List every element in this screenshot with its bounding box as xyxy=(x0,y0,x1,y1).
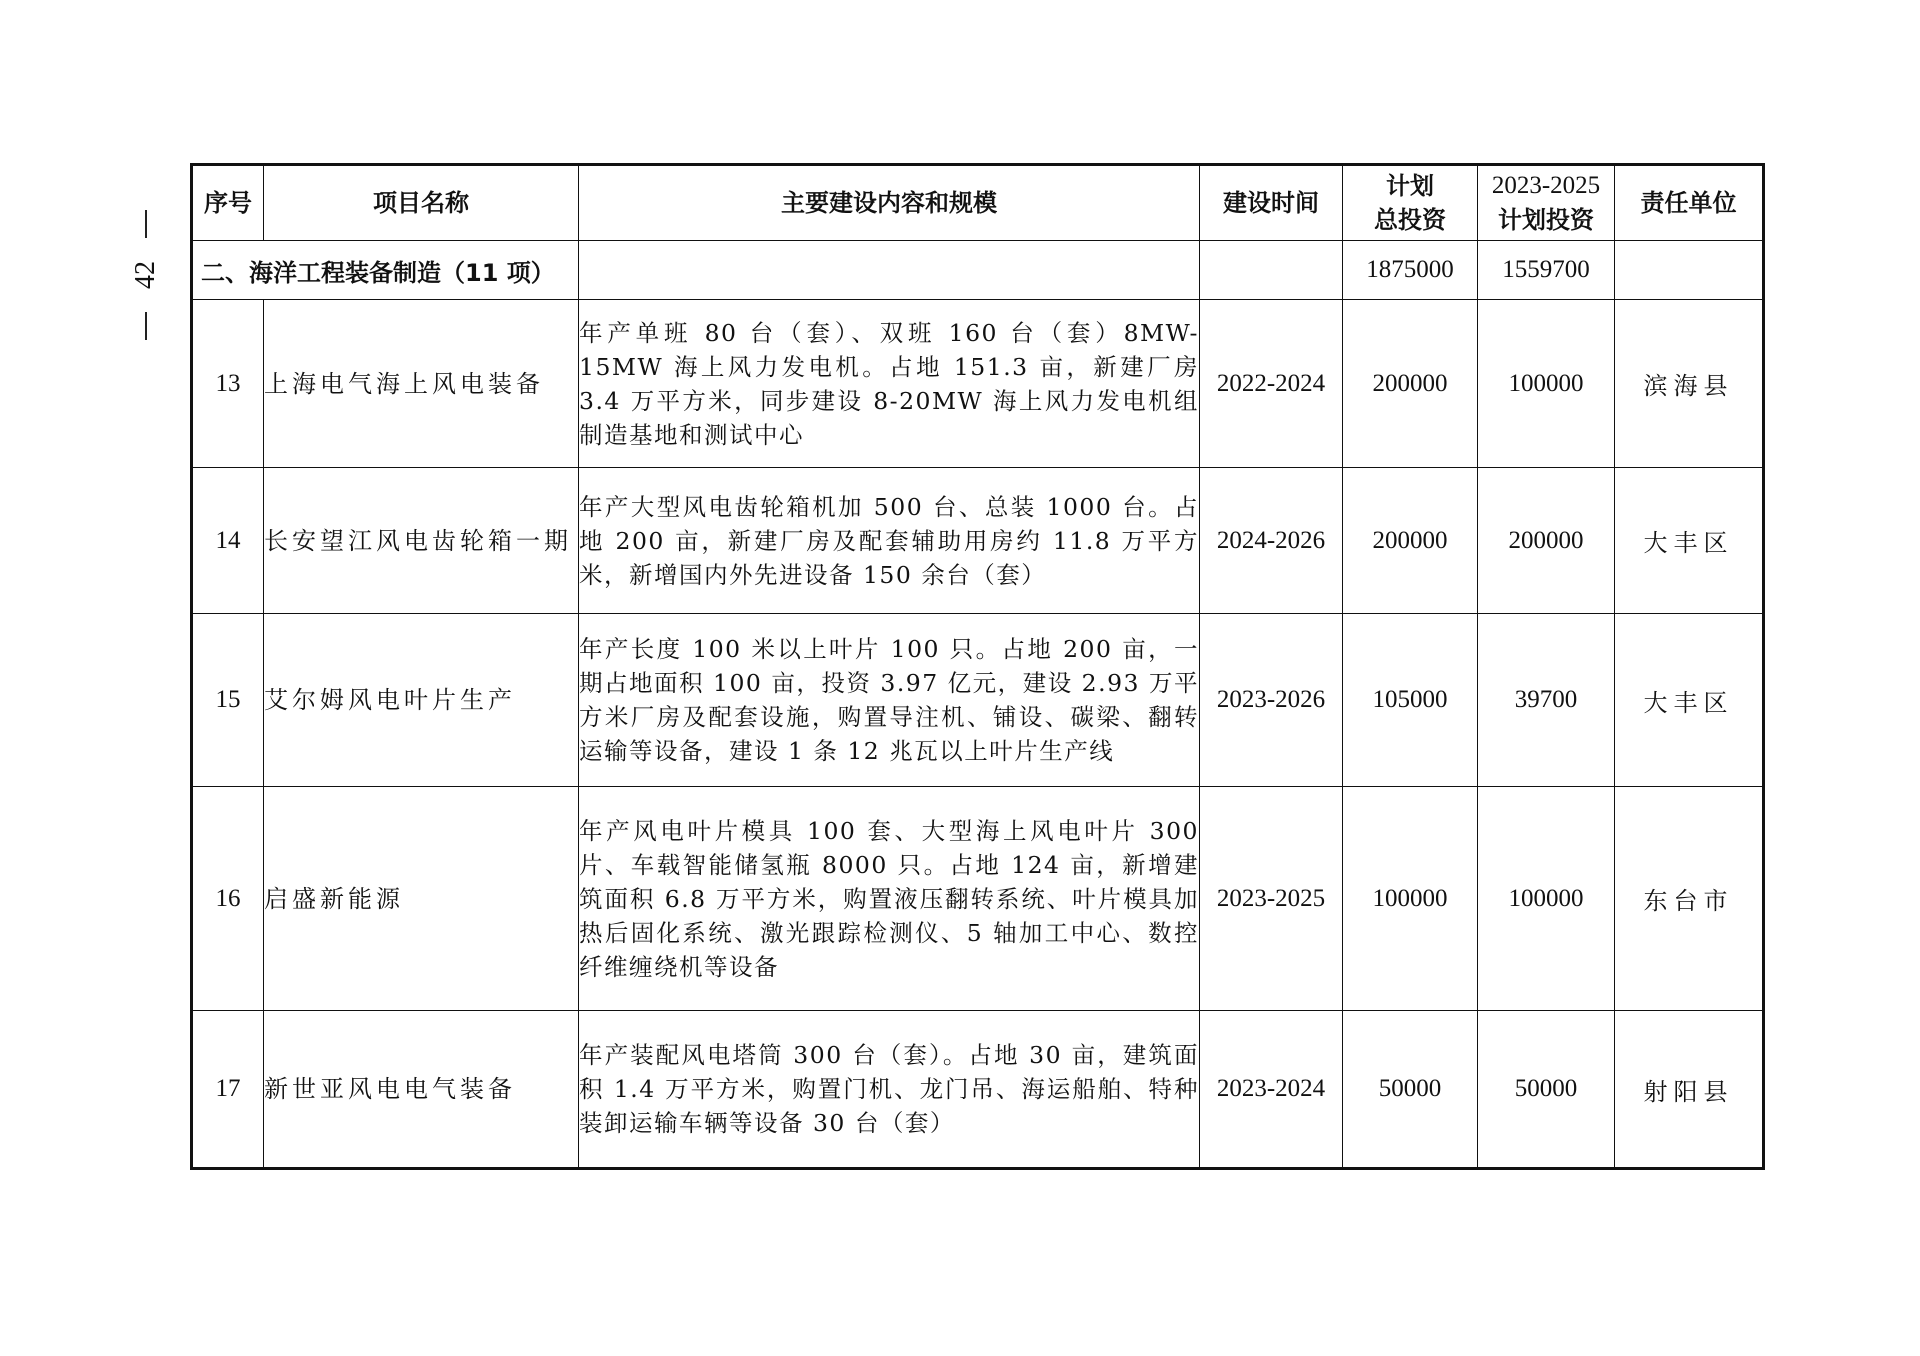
table-row xyxy=(192,1011,1764,1169)
row-planned-investment: 100000 xyxy=(1478,300,1615,468)
row-index: 13 xyxy=(192,300,264,468)
row-unit: 大丰区 xyxy=(1615,614,1764,787)
row-planned-investment: 200000 xyxy=(1478,468,1615,614)
table-row xyxy=(192,787,1764,1011)
row-content: 年产装配风电塔筒 300 台（套）。占地 30 亩，建筑面积 1.4 万平方米，购置门机、龙门吊、海运船舶、特种装卸运输车辆等设备 30 台（套） xyxy=(579,1011,1200,1169)
row-index: 16 xyxy=(192,787,264,1011)
row-total-investment: 200000 xyxy=(1343,468,1478,614)
header-total-investment-line2: 总投资 xyxy=(1374,206,1446,234)
header-content: 主要建设内容和规模 xyxy=(579,165,1200,241)
table-header-row xyxy=(192,165,1764,241)
section-empty-content xyxy=(579,241,1200,300)
header-total-investment-line1: 计划 xyxy=(1386,172,1434,200)
header-period: 建设时间 xyxy=(1200,165,1343,241)
page-number xyxy=(126,210,166,340)
row-name: 艾尔姆风电叶片生产 xyxy=(264,614,579,787)
row-name: 上海电气海上风电装备 xyxy=(264,300,579,468)
row-unit: 东台市 xyxy=(1615,787,1764,1011)
header-total-investment xyxy=(1343,165,1478,241)
row-content: 年产大型风电齿轮箱机加 500 台、总装 1000 台。占地 200 亩，新建厂房及配套辅助用房约 11.8 万平方米，新增国内外先进设备 150 余台（套） xyxy=(579,468,1200,614)
row-planned-investment: 100000 xyxy=(1478,787,1615,1011)
section-title: 二、海洋工程装备制造（11 项） xyxy=(192,241,579,300)
page-number-bottom-dash xyxy=(145,312,147,340)
header-unit: 责任单位 xyxy=(1615,165,1764,241)
header-planned-investment xyxy=(1478,165,1615,241)
row-total-investment: 105000 xyxy=(1343,614,1478,787)
row-index: 14 xyxy=(192,468,264,614)
row-index: 17 xyxy=(192,1011,264,1169)
row-name: 长安望江风电齿轮箱一期 xyxy=(264,468,579,614)
row-content: 年产长度 100 米以上叶片 100 只。占地 200 亩，一期占地面积 100 亩，投资 3.97 亿元，建设 2.93 万平方米厂房及配套设施，购置导注机、铺设、碳梁、翻转运输等设备，建设 1 条 12 兆瓦以上叶片生产线 xyxy=(579,614,1200,787)
table-row xyxy=(192,300,1764,468)
row-total-investment: 50000 xyxy=(1343,1011,1478,1169)
row-total-investment: 200000 xyxy=(1343,300,1478,468)
row-planned-investment: 39700 xyxy=(1478,614,1615,787)
section-total-investment: 1875000 xyxy=(1343,241,1478,300)
row-period: 2023-2024 xyxy=(1200,1011,1343,1169)
row-period: 2023-2026 xyxy=(1200,614,1343,787)
row-period: 2022-2024 xyxy=(1200,300,1343,468)
section-planned-investment: 1559700 xyxy=(1478,241,1615,300)
row-unit: 滨海县 xyxy=(1615,300,1764,468)
row-planned-investment: 50000 xyxy=(1478,1011,1615,1169)
row-total-investment: 100000 xyxy=(1343,787,1478,1011)
header-planned-investment-line1: 2023-2025 xyxy=(1491,172,1601,199)
row-period: 2024-2026 xyxy=(1200,468,1343,614)
table-row xyxy=(192,614,1764,787)
section-empty-period xyxy=(1200,241,1343,300)
section-row xyxy=(192,241,1764,300)
header-planned-investment-line2: 计划投资 xyxy=(1498,206,1594,234)
page-number-top-dash xyxy=(145,210,147,238)
section-empty-unit xyxy=(1615,241,1764,300)
row-period: 2023-2025 xyxy=(1200,787,1343,1011)
row-index: 15 xyxy=(192,614,264,787)
row-name: 启盛新能源 xyxy=(264,787,579,1011)
header-name: 项目名称 xyxy=(264,165,579,241)
row-name: 新世亚风电电气装备 xyxy=(264,1011,579,1169)
row-unit: 射阳县 xyxy=(1615,1011,1764,1169)
page-number-value: 42 xyxy=(130,261,161,289)
row-content: 年产单班 80 台（套）、双班 160 台（套）8MW-15MW 海上风力发电机。占地 151.3 亩，新建厂房 3.4 万平方米，同步建设 8-20MW 海上风力发电机组制造基地和测试中心 xyxy=(579,300,1200,468)
row-unit: 大丰区 xyxy=(1615,468,1764,614)
table-row xyxy=(192,468,1764,614)
header-index: 序号 xyxy=(192,165,264,241)
row-content: 年产风电叶片模具 100 套、大型海上风电叶片 300 片、车载智能储氢瓶 8000 只。占地 124 亩，新增建筑面积 6.8 万平方米，购置液压翻转系统、叶片模具加热后固化系统、激光跟踪检测仪、5 轴加工中心、数控纤维缠绕机等设备 xyxy=(579,787,1200,1011)
project-table xyxy=(190,163,1765,1170)
